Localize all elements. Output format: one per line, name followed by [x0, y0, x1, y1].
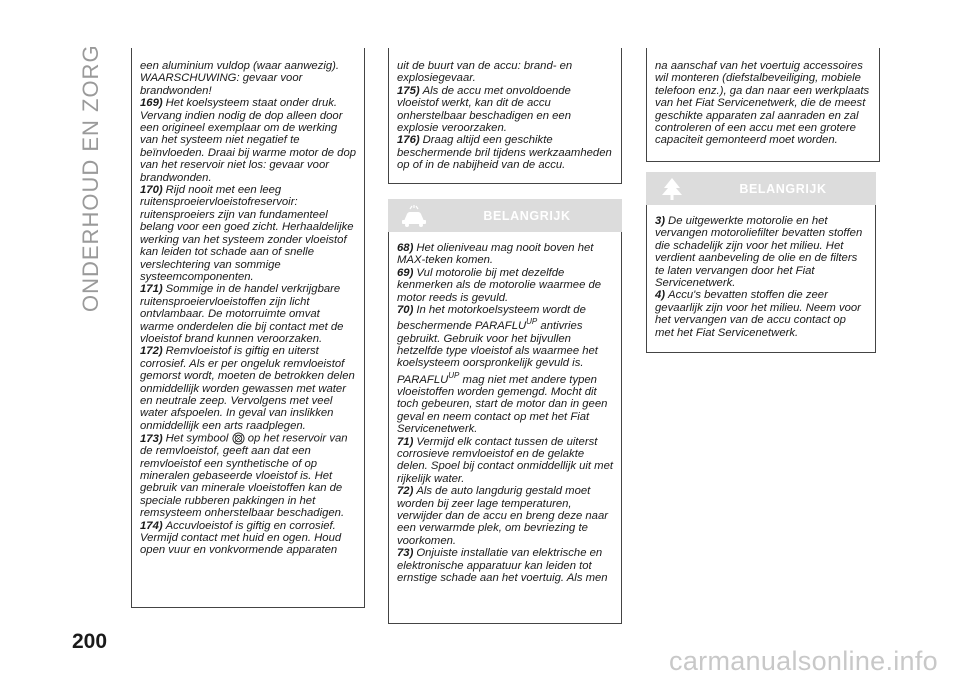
note-paragraph — [140, 520, 356, 557]
environment-tree-icon — [654, 176, 690, 202]
note-text: Rijd nooit met een leeg ruitensproeiervloeistofreservoir: ruitensproeiers zijn van fundamenteel belang voor een goed zicht. Herhaaldelijke werking van het systeem zonder vloeistof kan leiden tot schade aan of snelle verslechtering van sommige systeemcomponenten. — [140, 184, 354, 283]
note-number: 171) — [140, 283, 163, 296]
note-paragraph — [397, 134, 613, 171]
note-number: 70) — [397, 304, 414, 317]
note-text: na aanschaf van het voertuig accessoires wil monteren (diefstalbeveiliging, mobiele telefoon enz.), ga dan naar een werkplaats van het Fiat Servicenetwerk, die de meest geschikte apparaten zal aanraden en zal controleren of een accu met een grotere capaciteit gemonteerd moet worden. — [655, 60, 870, 147]
note-text: een aluminium vuldop (waar aanwezig). WAARSCHUWING: gevaar voor brandwonden! — [140, 60, 340, 97]
note-number: 68) — [397, 242, 414, 254]
note-paragraph — [140, 60, 356, 97]
note-number: 176) — [397, 134, 420, 147]
note-number: 169) — [140, 97, 163, 110]
note-text: Onjuiste installatie van elektrische en elektronische apparatuur kan leiden tot ernstige schade aan het voertuig. Als men — [397, 547, 608, 585]
note-paragraph — [140, 184, 356, 283]
note-text: Vul motorolie bij met dezelfde kenmerken als de motorolie waarmee de motor reeds is gevuld. — [397, 266, 602, 304]
warning-header-1 — [388, 199, 622, 232]
note-paragraph — [655, 215, 867, 289]
note-text: Het koelsysteem staat onder druk. Vervang indien nodig de dop alleen door een origineel exemplaar om de werking van het systeem niet negatief te beïnvloeden. Draai bij warme motor de dop van het reservoir niet los: gevaar voor brandwonden. — [140, 97, 357, 184]
column-3-notes — [646, 48, 880, 162]
note-number: 4) — [655, 289, 666, 302]
note-text: Draag altijd een geschikte beschermende bril tijdens werkzaamheden op of in de nabijheid van de accu. — [397, 134, 612, 172]
superscript: UP — [526, 317, 538, 327]
note-text: Accu's bevatten stoffen die zeer gevaarlijk zijn voor het milieu. Neem voor het vervangen van de accu contact op met het Fiat Servicenetwerk. — [655, 289, 861, 339]
warning-title: BELANGRIJK — [483, 208, 571, 223]
note-text: Als de auto langdurig gestald moet worden bij zeer lage temperaturen, verwijder dan de accu en breng deze naar een verwarmde plek, om bevriezing te voorkomen. — [397, 485, 609, 547]
note-paragraph — [655, 60, 871, 147]
note-text: op het reservoir van de remvloeistof, geeft aan dat een remvloeistof een synthetische of op mineralen gebaseerde vloeistof is. Het gebruik van minerale vloeistoffen kan de speciale rubberen pakkingen in het remsysteem onherstelbaar beschadigen. — [140, 432, 348, 520]
brake-fluid-symbol-icon — [232, 432, 245, 445]
note-number: 72) — [397, 485, 414, 498]
watermark: carmanualsonline.info — [669, 646, 938, 676]
note-paragraph — [397, 485, 613, 547]
chapter-side-title: ONDERHOUD EN ZORG — [78, 44, 103, 312]
warning-title: BELANGRIJK — [739, 181, 827, 196]
note-text: mag niet met andere typen vloeistoffen worden gemengd. Mocht dit toch gebeuren, start de motor dan in geen geval en neem contact op met het Fiat Servicenetwerk. — [397, 373, 608, 436]
note-text: Vermijd elk contact tussen de uiterst corrosieve remvloeistof en de gelakte delen. Spoel bij contact onmiddellijk uit met rijkelijk water. — [397, 435, 614, 485]
note-paragraph — [140, 345, 356, 432]
note-paragraph — [655, 289, 867, 339]
note-text: In het motorkoelsysteem wordt de beschermende PARAFLU — [397, 304, 586, 333]
note-number: 174) — [140, 519, 163, 532]
note-text: Accuvloeistof is giftig en corrosief. Vermijd contact met huid en ogen. Houd open vuur en vonkvormende apparaten — [140, 519, 342, 557]
note-text: De uitgewerkte motorolie en het vervangen motoroliefilter bevatten stoffen die schadelijk zijn voor het milieu. Het verdient aanbeveling de olie en de filters te laten vervangen door het Fiat Servicenetwerk. — [655, 215, 863, 290]
note-paragraph — [397, 242, 613, 267]
note-text: antivries gebruikt. Gebruik voor het bijvullen hetzelfde type vloeistof als waarmee het koelsysteem oorspronkelijk gevuld is. PARAFLU — [397, 320, 598, 386]
note-text: Als de accu met onvoldoende vloeistof werkt, kan dit de accu onherstelbaar beschadigen en een explosie veroorzaken. — [397, 84, 571, 135]
note-paragraph — [397, 267, 613, 304]
note-paragraph — [397, 85, 613, 135]
note-paragraph — [140, 432, 356, 519]
note-paragraph — [397, 547, 613, 584]
car-warning-icon — [396, 203, 432, 229]
note-number: 173) — [140, 432, 163, 445]
note-number: 172) — [140, 345, 163, 358]
note-number: 73) — [397, 547, 414, 560]
column-1-notes — [131, 48, 365, 608]
superscript: UP — [448, 370, 460, 380]
column-2-warning-notes — [388, 232, 622, 624]
column-2-notes — [388, 48, 622, 184]
column-3-warning-notes — [646, 205, 876, 353]
note-number: 3) — [655, 215, 666, 227]
note-number: 175) — [397, 84, 420, 97]
note-text: uit de buurt van de accu: brand- en explosiegevaar. — [397, 60, 573, 85]
note-paragraph — [397, 436, 613, 486]
warning-header-2 — [646, 172, 876, 205]
note-text: Remvloeistof is giftig en uiterst corrosief. Als er per ongeluk remvloeistof gemorst wordt, moeten de betrokken delen onmiddellijk worden gewassen met water en neutrale zeep. Vervolgens met veel water afspoelen. In geval van inslikken onmiddellijk een arts raadplegen. — [140, 345, 355, 432]
note-paragraph — [140, 97, 356, 184]
note-text: Het symbool — [165, 432, 229, 445]
note-number: 69) — [397, 266, 414, 279]
note-number: 71) — [397, 435, 414, 448]
note-paragraph — [397, 60, 613, 85]
note-paragraph — [140, 283, 356, 345]
page-number: 200 — [72, 630, 108, 653]
note-text: Het olieniveau mag nooit boven het MAX-teken komen. — [397, 242, 594, 267]
note-number: 170) — [140, 184, 163, 197]
note-paragraph — [397, 304, 613, 436]
note-text: Sommige in de handel verkrijgbare ruitensproeiervloeistoffen zijn licht ontvlambaar. De motorruimte omvat warme onderdelen die bij contact met de vloeistof brand kunnen veroorzaken. — [140, 283, 344, 345]
